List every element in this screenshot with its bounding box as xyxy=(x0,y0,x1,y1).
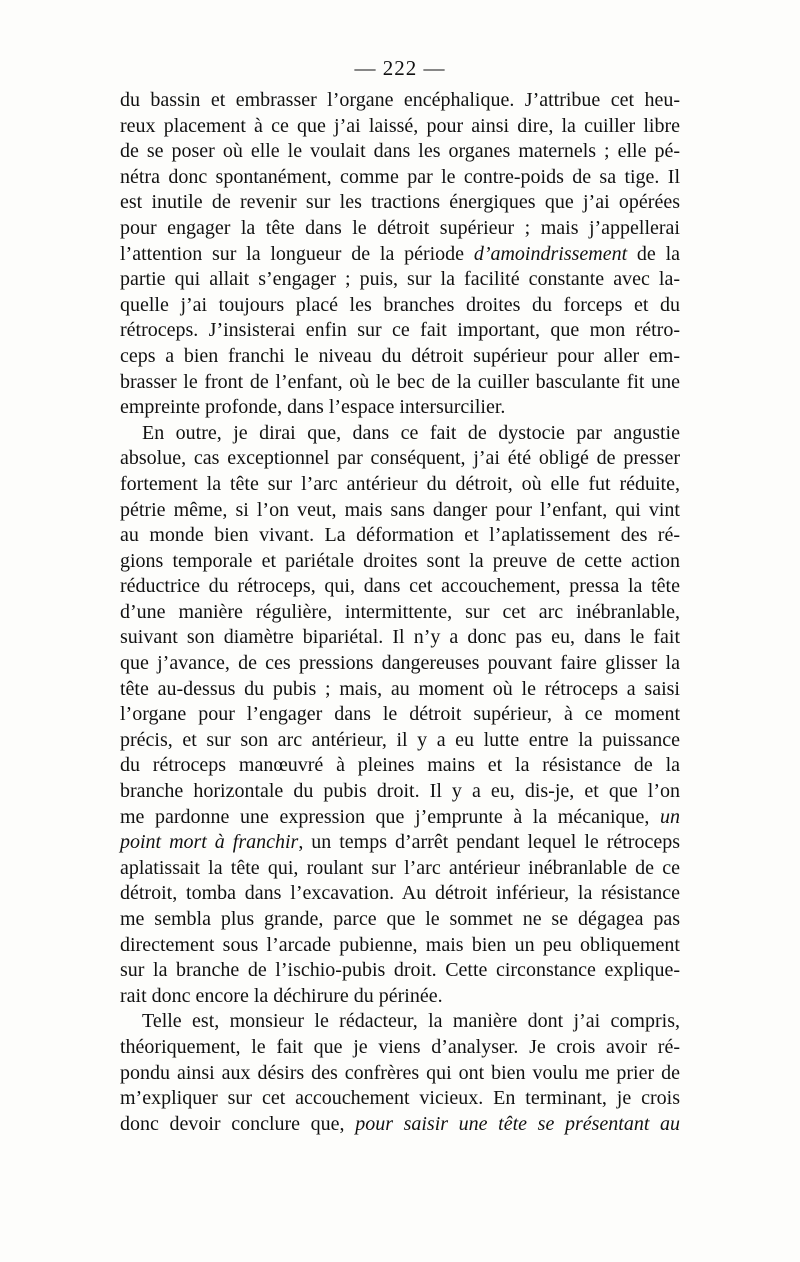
text-line: que j’avance, de ces pressions dangereuses pouvant faire glisser la xyxy=(120,652,680,675)
text-line: rétroceps. J’insisterai enfin sur ce fait important, que mon rétro- xyxy=(120,319,680,342)
text-line: me sembla plus grande, parce que le sommet ne se dégagea pas xyxy=(120,908,680,930)
text-line: directement sous l’arcade pubienne, mais bien un peu obliquement xyxy=(120,933,680,956)
body-text xyxy=(120,88,680,1137)
text-line: théoriquement, le fait que je viens d’analyser. Je crois avoir ré- xyxy=(120,1035,680,1058)
text-line xyxy=(120,805,680,831)
italic-segment: point mort à franchir xyxy=(120,831,299,854)
text-line: brasser le front de l’enfant, où le bec de la cuiller basculante fit une xyxy=(120,370,680,393)
text-line: empreinte profonde, dans l’espace intersurcilier. xyxy=(120,396,506,419)
text-line: suivant son diamètre bipariétal. Il n’y a donc pas eu, dans le fait xyxy=(120,626,680,649)
text-line: du bassin et embrasser l’organe encéphalique. J’attribue cet heu- xyxy=(120,89,680,111)
italic-segment: pour saisir une tête se présentant au xyxy=(355,1112,680,1135)
text-segment: me pardonne une expression que j’emprunte à la mécanique, xyxy=(120,805,660,828)
italic-segment: un xyxy=(660,805,680,828)
italic-segment: d’amoindrissement xyxy=(473,242,628,265)
text-line xyxy=(120,830,680,856)
text-line: du rétroceps manœuvré à pleines mains et la résistance de la xyxy=(120,754,680,777)
text-segment: donc devoir conclure que, xyxy=(120,1112,356,1135)
text-line: pour engager la tête dans le détroit supérieur ; mais j’appellerai xyxy=(120,216,680,239)
text-line: pétrie même, si l’on veut, mais sans danger pour l’enfant, qui vint xyxy=(120,498,680,521)
text-line: au monde bien vivant. La déformation et l’aplatissement des ré- xyxy=(120,524,680,547)
text-line: Telle est, monsieur le rédacteur, la manière dont j’ai compris, xyxy=(142,1010,680,1033)
page-number: — 222 — xyxy=(354,56,446,80)
text-line: de se poser où elle le voulait dans les organes maternels ; elle pé- xyxy=(120,140,680,163)
text-segment: , un temps d’arrêt pendant lequel le rétroceps xyxy=(298,831,680,854)
text-line: quelle j’ai toujours placé les branches droites du forceps et du xyxy=(120,293,680,316)
text-line: précis, et sur son arc antérieur, il y a eu lutte entre la puissance xyxy=(120,728,680,751)
text-line: nétra donc spontanément, comme par le contre-poids de sa tige. Il xyxy=(120,165,680,188)
text-line: reux placement à ce que j’ai laissé, pour ainsi dire, la cuiller libre xyxy=(120,114,680,137)
text-line: sur la branche de l’ischio-pubis droit. Cette circonstance explique- xyxy=(120,959,680,982)
text-line: pondu ainsi aux désirs des confrères qui ont bien voulu me prier de xyxy=(120,1061,680,1084)
text-line: fortement la tête sur l’arc antérieur du détroit, où elle fut réduite, xyxy=(120,472,680,495)
text-line: tête au-dessus du pubis ; mais, au moment où le rétroceps a saisi xyxy=(120,677,680,700)
text-line: est inutile de revenir sur les tractions énergiques que j’ai opérées xyxy=(120,191,680,214)
text-segment: l’attention sur la longueur de la période xyxy=(120,242,474,265)
text-segment: de la xyxy=(627,242,681,265)
text-line xyxy=(120,1112,680,1138)
text-line: m’expliquer sur cet accouchement vicieux. En terminant, je crois xyxy=(120,1087,680,1110)
text-line: partie qui allait s’engager ; puis, sur la facilité constante avec la- xyxy=(120,268,680,291)
text-line: aplatissait la tête qui, roulant sur l’arc antérieur inébranlable de ce xyxy=(120,856,680,879)
text-line xyxy=(120,242,680,268)
text-line: branche horizontale du pubis droit. Il y a eu, dis-je, et que l’on xyxy=(120,780,680,803)
text-line: absolue, cas exceptionnel par conséquent, j’ai été obligé de presser xyxy=(120,447,680,470)
text-line: ceps a bien franchi le niveau du détroit supérieur pour aller em- xyxy=(120,344,680,367)
text-line: En outre, je dirai que, dans ce fait de dystocie par angustie xyxy=(142,421,680,444)
text-line: détroit, tomba dans l’excavation. Au détroit inférieur, la résistance xyxy=(120,882,680,905)
text-line: rait donc encore la déchirure du périnée. xyxy=(120,984,443,1007)
text-line: gions temporale et pariétale droites sont la preuve de cette action xyxy=(120,549,680,572)
text-line: l’organe pour l’engager dans le détroit supérieur, à ce moment xyxy=(120,703,680,726)
text-line: d’une manière régulière, intermittente, sur cet arc inébranlable, xyxy=(120,600,680,623)
text-line: réductrice du rétroceps, qui, dans cet accouchement, pressa la tête xyxy=(120,575,680,598)
